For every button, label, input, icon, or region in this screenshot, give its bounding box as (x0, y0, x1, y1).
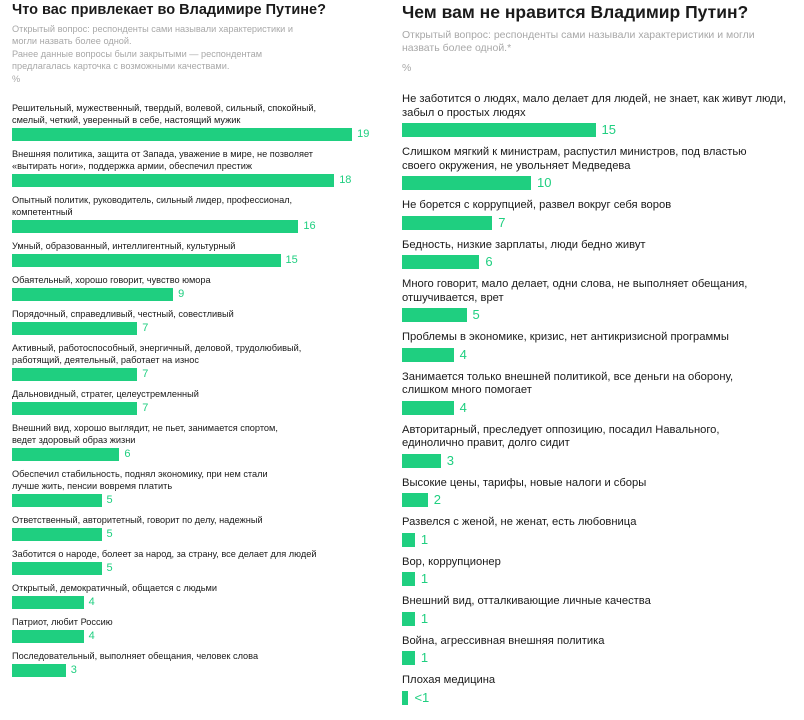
category-label (402, 477, 646, 491)
category-label (12, 148, 313, 172)
data-label: 5 (106, 494, 113, 506)
category-label-line: Обеспечил стабильность, поднял экономику, при нем стали (12, 469, 268, 479)
data-bar (12, 528, 102, 541)
category-label-line: Опытный политик, руководитель, сильный лидер, профессионал, (12, 195, 293, 205)
category-label-line: Внешняя политика, защита от Запада, уважение в мире, не позволяет (12, 149, 313, 159)
data-label: 6 (485, 254, 493, 269)
category-label-line: Не борется с коррупцией, развел вокруг себя воров (402, 199, 672, 211)
data-bar (402, 572, 415, 586)
data-bar (12, 630, 84, 643)
category-label-line: Бедность, низкие зарплаты, люди бедно живут (402, 238, 646, 251)
data-bar (12, 128, 352, 141)
data-bar (12, 322, 137, 335)
data-label: 7 (142, 322, 149, 334)
data-bar (402, 401, 454, 415)
data-label: 5 (106, 562, 113, 574)
category-label-line: Вор, коррупционер (402, 555, 501, 568)
data-label: 19 (357, 128, 370, 140)
category-label (12, 274, 211, 286)
data-bar (12, 596, 84, 609)
data-label: 7 (142, 368, 149, 380)
chart-note: Открытый вопрос: респонденты сами называли характеристики и могли назвать более одной. (12, 24, 293, 46)
category-label-line: Война, агрессивная внешняя политика (402, 634, 605, 647)
category-label (402, 674, 495, 688)
category-label (12, 308, 234, 320)
category-label-line: Высокие цены, тарифы, новые налоги и сборы (402, 476, 647, 489)
category-label-line: отшучивается, врет (402, 291, 504, 304)
data-bar (402, 348, 454, 362)
category-label (402, 595, 651, 609)
data-label: 5 (472, 307, 480, 322)
data-label: 10 (537, 175, 552, 190)
category-label-line: компетентный (12, 207, 73, 217)
category-label (12, 582, 217, 594)
data-label: 4 (459, 346, 467, 362)
data-bar (402, 123, 596, 137)
data-bar (12, 220, 298, 233)
data-label: 4 (459, 399, 467, 415)
chart-note: Ранее данные вопросы были закрытыми — респондентам предлагалась карточка с возможными качествами. (12, 49, 263, 71)
category-label-line: Проблемы в экономике, кризис, нет антикризисной программы (402, 331, 729, 343)
data-bar (402, 454, 441, 468)
category-label-line: Умный, образованный, интеллигентный, культурный (12, 241, 236, 251)
data-bar (402, 612, 415, 626)
category-label-line: «вытирать ноги», поддержка армии, обеспечил престиж (12, 161, 252, 171)
data-bar (12, 562, 102, 575)
category-label (402, 278, 747, 305)
category-label-line: забыл о простых людях (402, 106, 526, 119)
data-label: 4 (88, 630, 95, 642)
data-bar (402, 691, 408, 705)
data-bar (402, 255, 479, 269)
category-label-line: Не заботится о людях, мало делает для людей, не знает, как живут люди, (402, 93, 787, 105)
category-label-line: Развелся с женой, не женат, есть любовница (402, 516, 637, 528)
category-label (402, 93, 786, 120)
data-label: 6 (124, 448, 131, 460)
data-label: 7 (142, 402, 149, 414)
data-label: 1 (420, 650, 429, 665)
data-label: 1 (420, 610, 429, 626)
data-label: 18 (339, 174, 352, 186)
category-label-line: Слишком мягкий к министрам, распустил министров, под властью (402, 146, 747, 158)
category-label (12, 240, 235, 252)
chart-note: Открытый вопрос: респонденты сами называли характеристики и могли назвать более одной.* (402, 29, 755, 55)
category-label-line: единолично правит, долго сидит (402, 437, 570, 449)
data-bar (402, 493, 428, 507)
category-label (402, 424, 720, 451)
data-bar (402, 533, 415, 547)
category-label (402, 556, 501, 570)
data-label: 1 (420, 571, 429, 586)
category-label (402, 146, 747, 173)
data-label: 9 (178, 288, 185, 300)
data-label: 16 (303, 220, 316, 232)
data-bar (12, 174, 334, 187)
data-label: 5 (106, 528, 113, 540)
data-bar (12, 494, 102, 507)
category-label-line: Плохая медицина (402, 674, 496, 686)
data-bar (12, 448, 119, 461)
data-bar (402, 176, 531, 190)
category-label-line: слишком много помогает (402, 384, 532, 396)
category-label-line: Активный, работоспособный, энергичный, деловой, трудолюбивый, (12, 343, 302, 353)
category-label-line: работящий, деятельный, работает на износ (12, 355, 199, 365)
category-label-line: Порядочный, справедливый, честный, совестливый (12, 309, 234, 319)
data-label: <1 (414, 689, 430, 705)
category-label-line: Авторитарный, преследует оппозицию, посадил Навального, (402, 423, 720, 436)
category-label (12, 388, 199, 400)
data-label: 7 (498, 214, 506, 230)
category-label (12, 650, 258, 662)
data-bar (402, 308, 467, 322)
category-label-line: лучше жить, пенсии вовремя платить (12, 481, 173, 491)
category-label (402, 331, 729, 345)
category-label-line: Последовательный, выполняет обещания, человек слова (12, 651, 259, 661)
category-label-line: Внешний вид, хорошо выглядит, не пьет, занимается спортом, (12, 423, 278, 433)
data-label: 3 (70, 664, 77, 676)
chart-title: Чем вам не нравится Владимир Путин? (402, 2, 749, 22)
category-label (402, 199, 671, 213)
data-label: 1 (420, 531, 429, 547)
category-label-line: Обаятельный, хорошо говорит, чувство юмора (12, 275, 211, 285)
category-label-line: Заботится о народе, болеет за народ, за страну, все делает для людей (12, 549, 317, 559)
category-label-line: ведет здоровый образ жизни (12, 435, 136, 445)
category-label (12, 102, 316, 126)
chart-title: Что вас привлекает во Владимире Путине? (12, 2, 326, 18)
data-bar (12, 254, 281, 267)
category-label (12, 514, 263, 526)
data-bar (12, 402, 137, 415)
category-label-line: Патриот, любит Россию (12, 617, 113, 627)
data-bar (12, 368, 137, 381)
category-label-line: Внешний вид, отталкивающие личные качества (402, 595, 651, 607)
unit-label: % (12, 74, 21, 84)
data-label: 15 (601, 122, 616, 137)
data-bar (12, 288, 173, 301)
unit-label: % (402, 62, 412, 74)
category-label-line: Открытый, демократичный, общается с людьми (12, 583, 217, 593)
data-bar (402, 651, 415, 665)
data-label: 15 (285, 254, 298, 266)
data-label: 4 (88, 596, 95, 608)
category-label-line: смелый, четкий, уверенный в себе, настоящий мужик (12, 115, 241, 125)
category-label-line: Решительный, мужественный, твердый, волевой, сильный, спокойный, (12, 103, 317, 113)
category-label (402, 635, 605, 649)
category-label (12, 616, 113, 628)
data-label: 2 (433, 492, 442, 507)
category-label (12, 468, 268, 492)
disliked-traits-chart (400, 0, 804, 720)
category-label (12, 548, 316, 560)
category-label (12, 342, 301, 366)
category-label-line: Занимается только внешней политикой, все деньги на оборону, (402, 370, 734, 383)
category-label-line: Много говорит, мало делает, одни слова, не выполняет обещания, (402, 278, 748, 290)
category-label (402, 516, 636, 530)
category-label (12, 422, 278, 446)
data-bar (402, 216, 492, 230)
category-label-line: Дальновидный, стратег, целеустремленный (12, 389, 199, 399)
category-label-line: своего окружения, не увольняет Медведева (402, 159, 631, 172)
data-label: 3 (446, 452, 454, 468)
category-label (12, 194, 292, 218)
liked-traits-chart (0, 0, 384, 720)
category-label (402, 239, 646, 253)
data-bar (12, 664, 66, 677)
category-label (402, 371, 733, 398)
category-label-line: Ответственный, авторитетный, говорит по делу, надежный (12, 515, 263, 525)
